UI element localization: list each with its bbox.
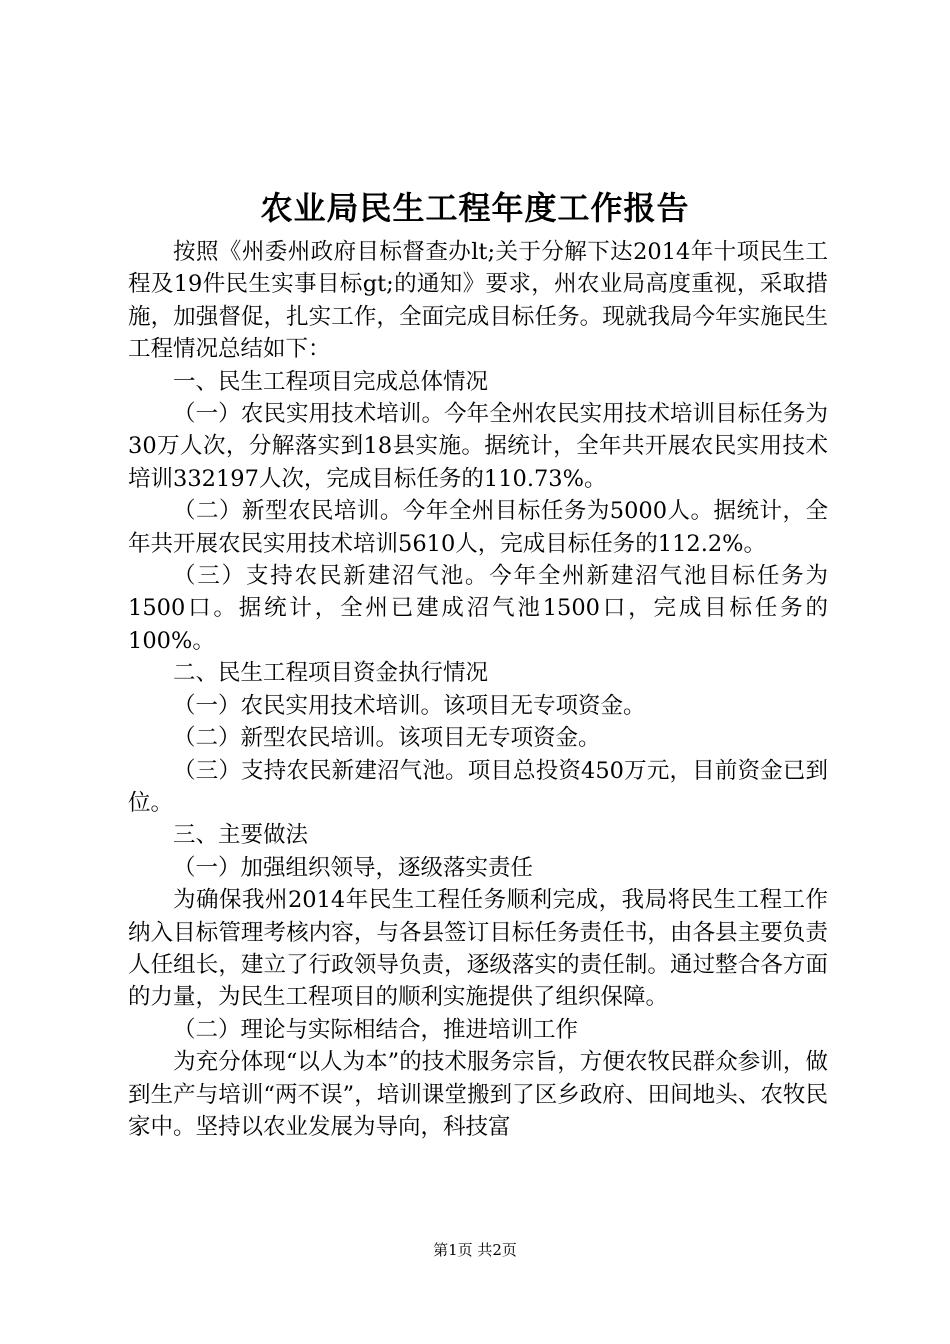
intro-paragraph: 按照《州委州政府目标督查办lt;关于分解下达2014年十项民生工程及19件民生实事目标gt;的通知》要求，州农业局高度重视，采取措施，加强督促，扎实工作，全面完成目标任务。现就我局今年实施民生工程情况总结如下： bbox=[128, 239, 828, 363]
section-3-paragraph-1: 为确保我州2014年民生工程任务顺利完成，我局将民生工程工作纳入目标管理考核内容，与各县签订目标任务责任书，由各县主要负责人任组长，建立了行政领导负责，逐级落实的责任制。通过整合各方面的力量，为民生工程项目的顺利实施提供了组织保障。 bbox=[128, 887, 828, 1011]
section-1-item-2: （二）新型农民培训。今年全州目标任务为5000人。据统计，全年共开展农民实用技术培训5610人，完成目标任务的112.2%。 bbox=[128, 498, 828, 557]
section-1-item-3: （三）支持农民新建沼气池。今年全州新建沼气池目标任务为1500口。据统计，全州已建成沼气池1500口，完成目标任务的100%。 bbox=[128, 563, 828, 654]
section-3-subheading-1: （一）加强组织领导，逐级落实责任 bbox=[173, 854, 534, 881]
document-title: 农业局民生工程年度工作报告 bbox=[260, 189, 690, 227]
section-heading-1: 一、民生工程项目完成总体情况 bbox=[173, 368, 489, 395]
section-3-paragraph-2: 为充分体现“以人为本”的技术服务宗旨，方便农牧民群众参训，做到生产与培训“两不误”，培训课堂搬到了区乡政府、田间地头、农牧民家中。坚持以农业发展为导向，科技富 bbox=[128, 1049, 828, 1140]
section-2-item-2: （二）新型农民培训。该项目无专项资金。 bbox=[173, 725, 601, 752]
page-footer: 第1页 共2页 bbox=[433, 1241, 517, 1259]
section-1-item-1: （一）农民实用技术培训。今年全州农民实用技术培训目标任务为30万人次，分解落实到18县实施。据统计，全年共开展农民实用技术培训332197人次，完成目标任务的110.73%。 bbox=[128, 401, 828, 492]
section-3-subheading-2: （二）理论与实际相结合，推进培训工作 bbox=[173, 1016, 579, 1043]
document-body bbox=[128, 236, 828, 1143]
section-2-item-3: （三）支持农民新建沼气池。项目总投资450万元，目前资金已到位。 bbox=[128, 757, 828, 816]
section-heading-2: 二、民生工程项目资金执行情况 bbox=[173, 660, 489, 687]
section-2-item-1: （一）农民实用技术培训。该项目无专项资金。 bbox=[173, 692, 646, 719]
section-heading-3: 三、主要做法 bbox=[173, 822, 309, 849]
